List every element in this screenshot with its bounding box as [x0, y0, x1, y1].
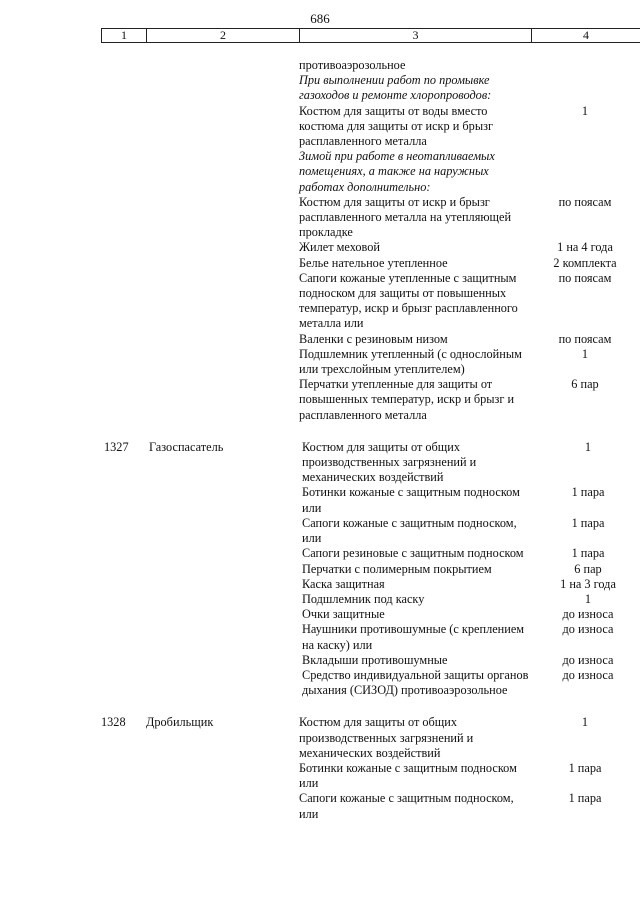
item-quantity: 1 пара — [571, 546, 605, 561]
item-description: Сапоги кожаные утепленные с защитным подноском для защиты от повышенных температур, искр и брызг расплавленного металла или — [299, 270, 518, 331]
table-row — [0, 73, 640, 103]
item-quantity: 1 пара — [571, 515, 605, 530]
table-row — [0, 240, 640, 255]
item-quantity: по поясам — [558, 194, 612, 209]
entry-number: 1327 — [104, 439, 129, 454]
item-quantity: 1 пара — [571, 485, 605, 500]
item-quantity: 2 комплекта — [553, 255, 617, 270]
table-row — [0, 653, 640, 668]
item-description: Средство индивидуальной защиты органов дыхания (СИЗОД) противоаэрозольное — [302, 667, 529, 698]
table-row — [0, 58, 640, 73]
entry-group — [0, 58, 640, 423]
item-quantity: 1 — [581, 715, 589, 730]
item-description: Жилет меховой — [299, 240, 380, 255]
item-description: Ботинки кожаные с защитным подноском или — [299, 760, 517, 791]
header-col-3: 3 — [300, 29, 532, 42]
entry-group — [0, 715, 640, 821]
item-quantity: 1 — [581, 346, 589, 361]
table-row — [0, 562, 640, 577]
item-quantity: до износа — [562, 667, 614, 682]
table-row — [0, 256, 640, 271]
table-row — [0, 715, 640, 761]
table-row — [0, 377, 640, 423]
item-description: Костюм для защиты от общих производственных загрязнений и механических воздействий — [299, 715, 474, 760]
item-description: Перчатки с полимерным покрытием — [302, 561, 492, 576]
table-header — [101, 28, 640, 43]
table-row — [0, 577, 640, 592]
table-row — [0, 440, 640, 486]
table-row — [0, 607, 640, 622]
entry-number: 1328 — [101, 715, 126, 730]
item-quantity: 6 пар — [571, 377, 599, 392]
table-row — [0, 485, 640, 515]
item-description: Каска защитная — [302, 576, 385, 591]
item-quantity: до износа — [562, 607, 614, 622]
table-row — [0, 149, 640, 195]
table-row — [0, 791, 640, 821]
item-description: Костюм для защиты от искр и брызг расплавленного металла на утепляющей прокладке — [299, 194, 512, 240]
item-description: Вкладыши противошумные — [302, 652, 448, 667]
item-description: Сапоги кожаные с защитным подноском, или — [299, 791, 514, 821]
profession-name: Газоспасатель — [149, 439, 224, 454]
item-quantity: 1 на 3 года — [560, 576, 616, 591]
table-row — [0, 546, 640, 561]
item-quantity: 1 пара — [568, 791, 602, 806]
table-row — [0, 622, 640, 652]
table-row — [0, 104, 640, 150]
table-row — [0, 332, 640, 347]
item-quantity: до износа — [562, 622, 614, 637]
item-description: Белье нательное утепленное — [299, 255, 448, 270]
table-row — [0, 516, 640, 546]
table-row — [0, 271, 640, 332]
item-description: Сапоги резиновые с защитным подноском — [302, 546, 524, 561]
table-row — [0, 761, 640, 791]
item-description: Валенки с резиновым низом — [299, 331, 448, 346]
header-col-1: 1 — [102, 29, 147, 42]
item-description: Перчатки утепленные для защиты от повышенных температур, искр и брызг и расплавленного металла — [299, 377, 515, 422]
page-number: 686 — [310, 11, 330, 26]
item-description: Костюм для защиты от воды вместо костюма для защиты от искр и брызг расплавленного металла — [299, 103, 493, 149]
item-description: Костюм для защиты от общих производственных загрязнений и механических воздействий — [302, 439, 477, 485]
item-description: Сапоги кожаные с защитным подноском, или — [302, 515, 517, 546]
item-quantity: до износа — [562, 652, 614, 667]
condition-note: Зимой при работе в неотапливаемых помещениях, а также на наружных работах дополнительно: — [299, 149, 495, 194]
profession-name: Дробильщик — [146, 715, 214, 730]
item-description: Подшлемник под каску — [302, 591, 425, 606]
header-col-4: 4 — [583, 28, 589, 42]
item-quantity: 1 пара — [568, 760, 602, 775]
item-quantity: 1 — [584, 591, 592, 606]
condition-note: При выполнении работ по промывке газоходов и ремонте хлоропроводов: — [299, 73, 492, 103]
table-row — [0, 668, 640, 698]
item-quantity: по поясам — [558, 331, 612, 346]
table-row — [0, 347, 640, 377]
table-row — [0, 195, 640, 241]
table-body — [0, 58, 640, 839]
item-quantity: 6 пар — [574, 561, 602, 576]
item-description: Подшлемник утепленный (с однослойным или трехслойным утеплителем) — [299, 346, 522, 377]
table-row — [0, 592, 640, 607]
item-quantity: 1 на 4 года — [557, 240, 613, 255]
item-quantity: 1 — [584, 439, 592, 454]
entry-group — [0, 440, 640, 698]
item-description: Ботинки кожаные с защитным подноском или — [302, 485, 520, 515]
header-col-2: 2 — [147, 29, 300, 42]
item-description: Наушники противошумные (с креплением на каску) или — [302, 622, 525, 652]
item-description: Очки защитные — [302, 607, 385, 622]
item-quantity: 1 — [581, 103, 589, 118]
item-description: противоаэрозольное — [299, 58, 406, 72]
item-quantity: по поясам — [558, 270, 612, 285]
